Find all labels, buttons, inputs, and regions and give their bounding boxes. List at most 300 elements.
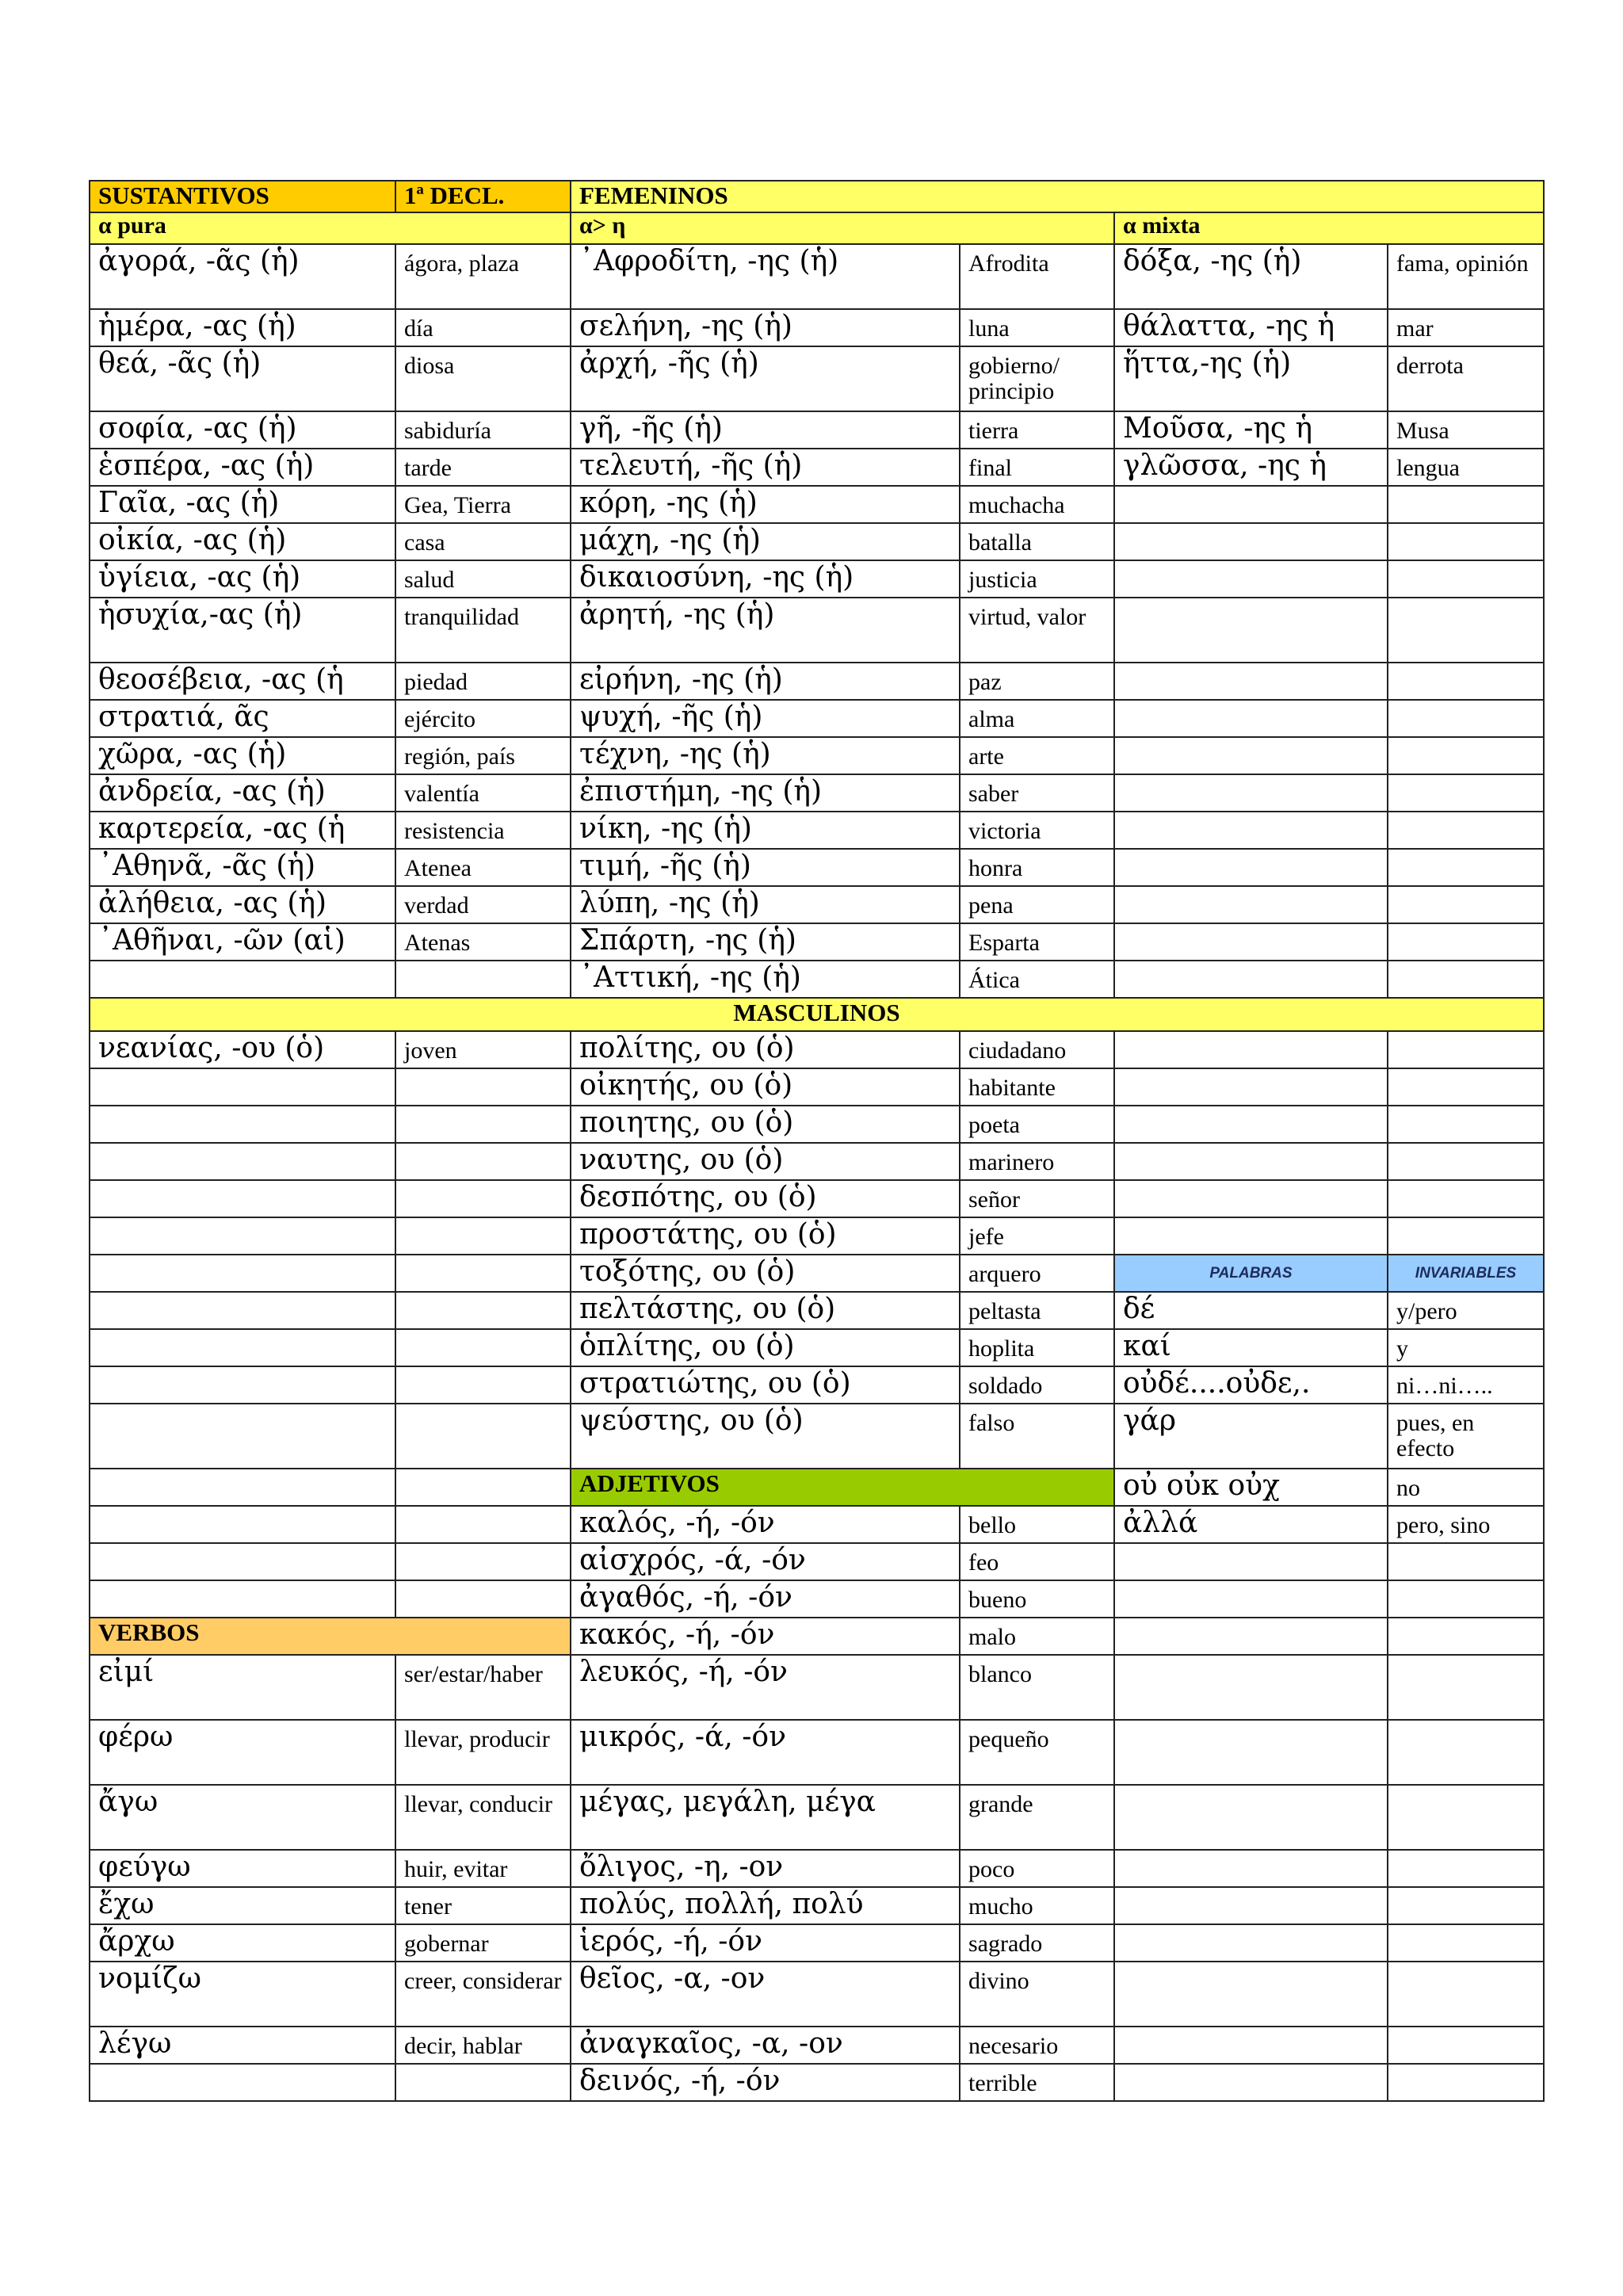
table-row (90, 1106, 1544, 1143)
greek-term-cell (1114, 1143, 1388, 1180)
greek-term-cell (1114, 2027, 1388, 2064)
greek-term-cell (1114, 774, 1388, 812)
greek-term-cell (90, 1255, 395, 1292)
meaning-cell: batalla (960, 523, 1114, 560)
meaning-cell: Esparta (960, 923, 1114, 961)
meaning-cell: blanco (960, 1655, 1114, 1720)
greek-term-cell: ἔχω (90, 1887, 395, 1924)
meaning-cell: falso (960, 1404, 1114, 1469)
greek-term-cell (1114, 1655, 1388, 1720)
meaning-cell: casa (395, 523, 571, 560)
greek-term-cell: τέχνη, -ης (ἡ) (571, 737, 960, 774)
table-row (90, 411, 1544, 449)
section-title: SUSTANTIVOS (90, 181, 395, 212)
greek-term-cell (1114, 812, 1388, 849)
greek-term-cell: ἱερός, -ή, -όν (571, 1924, 960, 1962)
empty-cell (1388, 1618, 1544, 1655)
greek-term-cell (90, 1506, 395, 1543)
greek-term-cell: γῆ, -ῆς (ἡ) (571, 411, 960, 449)
greek-term-cell (1114, 598, 1388, 663)
meaning-cell (395, 1143, 571, 1180)
meaning-cell (1388, 2027, 1544, 2064)
table-row (90, 886, 1544, 923)
meaning-cell (1388, 1850, 1544, 1887)
table-row (90, 1404, 1544, 1469)
meaning-cell (1388, 849, 1544, 886)
table-row (90, 1785, 1544, 1850)
meaning-cell (1388, 1580, 1544, 1618)
table-row (90, 1068, 1544, 1106)
greek-term-cell: λέγω (90, 2027, 395, 2064)
meaning-cell: paz (960, 663, 1114, 700)
meaning-cell: malo (960, 1618, 1114, 1655)
greek-term-cell (1114, 486, 1388, 523)
meaning-cell: Atenea (395, 849, 571, 886)
meaning-cell: joven (395, 1031, 571, 1068)
table-row (90, 486, 1544, 523)
table-row (90, 1217, 1544, 1255)
meaning-cell: Gea, Tierra (395, 486, 571, 523)
greek-term-cell: ἀναγκαῖος, -α, -ον (571, 2027, 960, 2064)
table-row (90, 1255, 1544, 1292)
table-row (90, 1292, 1544, 1329)
greek-term-cell: νίκη, -ης (ἡ) (571, 812, 960, 849)
invariable-words-title: PALABRAS (1114, 1255, 1388, 1292)
meaning-cell: Atenas (395, 923, 571, 961)
greek-term-cell: ἄγω (90, 1785, 395, 1850)
meaning-cell: pero, sino (1388, 1506, 1544, 1543)
table-row (90, 1924, 1544, 1962)
greek-term-cell: τιμή, -ῆς (ἡ) (571, 849, 960, 886)
greek-term-cell (1114, 1887, 1388, 1924)
meaning-cell: ejército (395, 700, 571, 737)
greek-term-cell: ἡμέρα, -ας (ἡ) (90, 309, 395, 346)
meaning-cell: ciudadano (960, 1031, 1114, 1068)
meaning-cell: mar (1388, 309, 1544, 346)
meaning-cell (395, 2064, 571, 2101)
table-row (90, 449, 1544, 486)
meaning-cell: fama, opinión (1388, 244, 1544, 309)
meaning-cell: bello (960, 1506, 1114, 1543)
greek-term-cell: στρατιώτης, ου (ὁ) (571, 1366, 960, 1404)
greek-term-cell: πολύς, πολλή, πολύ (571, 1887, 960, 1924)
greek-term-cell: νομίζω (90, 1962, 395, 2027)
greek-term-cell: δεσπότης, ου (ὁ) (571, 1180, 960, 1217)
table-row (90, 1506, 1544, 1543)
table-row (90, 1580, 1544, 1618)
meaning-cell (1388, 523, 1544, 560)
table-row (90, 309, 1544, 346)
greek-term-cell: μάχη, -ης (ἡ) (571, 523, 960, 560)
greek-term-cell: πελτάστης, ου (ὁ) (571, 1292, 960, 1329)
meaning-cell: salud (395, 560, 571, 598)
greek-term-cell: σοφία, -ας (ἡ) (90, 411, 395, 449)
header-row (90, 181, 1544, 212)
meaning-cell (395, 1404, 571, 1469)
greek-term-cell (90, 1329, 395, 1366)
table-row (90, 2064, 1544, 2101)
meaning-cell (1388, 961, 1544, 998)
greek-term-cell: οὐδέ....οὐδε,. (1114, 1366, 1388, 1404)
meaning-cell (1388, 1068, 1544, 1106)
meaning-cell: feo (960, 1543, 1114, 1580)
greek-term-cell: ἀγαθός, -ή, -όν (571, 1580, 960, 1618)
table-row (90, 700, 1544, 737)
greek-term-cell: εἰμί (90, 1655, 395, 1720)
greek-term-cell: ᾿Αττική, -ης (ἡ) (571, 961, 960, 998)
meaning-cell (1388, 1180, 1544, 1217)
greek-term-cell: γλῶσσα, -ης ἡ (1114, 449, 1388, 486)
greek-term-cell: θεά, -ᾶς (ἡ) (90, 346, 395, 411)
table-row (90, 774, 1544, 812)
greek-term-cell: ἀρχή, -ῆς (ἡ) (571, 346, 960, 411)
table-row (90, 1850, 1544, 1887)
greek-term-cell: ᾿Αθηνᾶ, -ᾶς (ἡ) (90, 849, 395, 886)
table-row (90, 923, 1544, 961)
table-row (90, 1887, 1544, 1924)
greek-term-cell: δόξα, -ης (ἡ) (1114, 244, 1388, 309)
meaning-cell (395, 1217, 571, 1255)
meaning-cell: Afrodita (960, 244, 1114, 309)
meaning-cell: tierra (960, 411, 1114, 449)
empty-cell (395, 1469, 571, 1506)
greek-term-cell (90, 1292, 395, 1329)
meaning-cell: arquero (960, 1255, 1114, 1292)
section-title: ADJETIVOS (571, 1469, 1114, 1506)
greek-term-cell (90, 2064, 395, 2101)
table-row (90, 1180, 1544, 1217)
greek-term-cell: ἡσυχία,-ας (ἡ) (90, 598, 395, 663)
meaning-cell: victoria (960, 812, 1114, 849)
meaning-cell (395, 1068, 571, 1106)
meaning-cell: alma (960, 700, 1114, 737)
table-row (90, 244, 1544, 309)
meaning-cell (1388, 598, 1544, 663)
greek-term-cell (90, 1106, 395, 1143)
meaning-cell (1388, 737, 1544, 774)
meaning-cell: sabiduría (395, 411, 571, 449)
meaning-cell: huir, evitar (395, 1850, 571, 1887)
meaning-cell: gobierno/ principio (960, 346, 1114, 411)
greek-term-cell (1114, 1924, 1388, 1962)
greek-term-cell: Μοῦσα, -ης ἡ (1114, 411, 1388, 449)
table-row (90, 737, 1544, 774)
table-row (90, 1366, 1544, 1404)
meaning-cell (1388, 2064, 1544, 2101)
meaning-cell: virtud, valor (960, 598, 1114, 663)
greek-term-cell (1114, 1180, 1388, 1217)
meaning-cell: Musa (1388, 411, 1544, 449)
greek-term-cell (90, 1217, 395, 1255)
greek-term-cell: ναυτης, ου (ὁ) (571, 1143, 960, 1180)
meaning-cell: grande (960, 1785, 1114, 1850)
greek-term-cell: τοξότης, ου (ὁ) (571, 1255, 960, 1292)
greek-term-cell: ὁπλίτης, ου (ὁ) (571, 1329, 960, 1366)
section-title: MASCULINOS (90, 998, 1544, 1031)
greek-term-cell (90, 1543, 395, 1580)
meaning-cell: tener (395, 1887, 571, 1924)
greek-term-cell: τελευτή, -ῆς (ἡ) (571, 449, 960, 486)
meaning-cell: poco (960, 1850, 1114, 1887)
meaning-cell: y/pero (1388, 1292, 1544, 1329)
greek-term-cell (1114, 1543, 1388, 1580)
table-row (90, 1720, 1544, 1785)
greek-term-cell (90, 1580, 395, 1618)
meaning-cell (395, 1106, 571, 1143)
meaning-cell: ni…ni….. (1388, 1366, 1544, 1404)
meaning-cell (1388, 1720, 1544, 1785)
meaning-cell: marinero (960, 1143, 1114, 1180)
meaning-cell: llevar, producir (395, 1720, 571, 1785)
greek-term-cell: πολίτης, ου (ὁ) (571, 1031, 960, 1068)
meaning-cell: señor (960, 1180, 1114, 1217)
meaning-cell: tranquilidad (395, 598, 571, 663)
greek-term-cell: ἀλήθεια, -ας (ἡ) (90, 886, 395, 923)
meaning-cell (1388, 1106, 1544, 1143)
meaning-cell: Ática (960, 961, 1114, 998)
table-row (90, 560, 1544, 598)
meaning-cell (1388, 663, 1544, 700)
meaning-cell: final (960, 449, 1114, 486)
meaning-cell: derrota (1388, 346, 1544, 411)
meaning-cell: ágora, plaza (395, 244, 571, 309)
meaning-cell (1388, 1785, 1544, 1850)
greek-term-cell (1114, 560, 1388, 598)
meaning-cell: verdad (395, 886, 571, 923)
meaning-cell (1388, 1143, 1544, 1180)
meaning-cell: y (1388, 1329, 1544, 1366)
table-row (90, 961, 1544, 998)
greek-term-cell: ἄρχω (90, 1924, 395, 1962)
empty-cell (1114, 1618, 1388, 1655)
greek-term-cell (1114, 923, 1388, 961)
meaning-cell (395, 1543, 571, 1580)
meaning-cell (1388, 560, 1544, 598)
greek-term-cell: κόρη, -ης (ἡ) (571, 486, 960, 523)
greek-term-cell (1114, 1850, 1388, 1887)
table-row (90, 598, 1544, 663)
meaning-cell (1388, 1031, 1544, 1068)
meaning-cell: pues, en efecto (1388, 1404, 1544, 1469)
greek-term-cell: ἀλλά (1114, 1506, 1388, 1543)
table-row (90, 1962, 1544, 2027)
greek-term-cell: ᾿Αθῆναι, -ῶν (αἱ) (90, 923, 395, 961)
meaning-cell: muchacha (960, 486, 1114, 523)
greek-term-cell: οὐ οὐκ οὐχ (1114, 1469, 1388, 1506)
meaning-cell (1388, 923, 1544, 961)
subheader-label: α> η (571, 212, 1114, 244)
greek-term-cell (1114, 1068, 1388, 1106)
section-title: VERBOS (90, 1618, 571, 1655)
meaning-cell: terrible (960, 2064, 1114, 2101)
greek-term-cell: καρτερεία, -ας (ἡ (90, 812, 395, 849)
greek-term-cell: φέρω (90, 1720, 395, 1785)
meaning-cell (1388, 1217, 1544, 1255)
table-row (90, 1543, 1544, 1580)
meaning-cell: hoplita (960, 1329, 1114, 1366)
meaning-cell: arte (960, 737, 1114, 774)
greek-term-cell: ᾿Αφροδίτη, -ης (ἡ) (571, 244, 960, 309)
greek-term-cell: ἥττα,-ης (ἡ) (1114, 346, 1388, 411)
table-row (90, 849, 1544, 886)
greek-term-cell: ἀνδρεία, -ας (ἡ) (90, 774, 395, 812)
greek-term-cell: ἑσπέρα, -ας (ἡ) (90, 449, 395, 486)
meaning-cell: llevar, conducir (395, 1785, 571, 1850)
meaning-cell: no (1388, 1469, 1544, 1506)
meaning-cell (395, 1292, 571, 1329)
meaning-cell (395, 1180, 571, 1217)
header-row (90, 1469, 1544, 1506)
header-row (90, 998, 1544, 1031)
meaning-cell: región, país (395, 737, 571, 774)
greek-term-cell: θεοσέβεια, -ας (ἡ (90, 663, 395, 700)
meaning-cell (395, 961, 571, 998)
greek-term-cell: λευκός, -ή, -όν (571, 1655, 960, 1720)
meaning-cell (1388, 1962, 1544, 2027)
greek-term-cell (90, 1143, 395, 1180)
table-row (90, 1143, 1544, 1180)
meaning-cell: decir, hablar (395, 2027, 571, 2064)
greek-term-cell (90, 1404, 395, 1469)
greek-term-cell (90, 1068, 395, 1106)
greek-term-cell: ἐπιστήμη, -ης (ἡ) (571, 774, 960, 812)
meaning-cell: peltasta (960, 1292, 1114, 1329)
table-row (90, 346, 1544, 411)
meaning-cell (395, 1506, 571, 1543)
greek-term-cell: αἰσχρός, -ά, -όν (571, 1543, 960, 1580)
greek-term-cell (1114, 849, 1388, 886)
greek-term-cell: νεανίας, -ου (ὁ) (90, 1031, 395, 1068)
subheader-label: α mixta (1114, 212, 1544, 244)
greek-term-cell: προστάτης, ου (ὁ) (571, 1217, 960, 1255)
greek-term-cell: λύπη, -ης (ἡ) (571, 886, 960, 923)
meaning-cell: honra (960, 849, 1114, 886)
header-row (90, 1618, 1544, 1655)
meaning-cell: piedad (395, 663, 571, 700)
meaning-cell: justicia (960, 560, 1114, 598)
table-row (90, 2027, 1544, 2064)
vocabulary-table (89, 180, 1545, 2102)
empty-cell (90, 1469, 395, 1506)
greek-term-cell: οἰκία, -ας (ἡ) (90, 523, 395, 560)
invariable-words-title: INVARIABLES (1388, 1255, 1544, 1292)
meaning-cell (1388, 1655, 1544, 1720)
greek-term-cell: σελήνη, -ης (ἡ) (571, 309, 960, 346)
meaning-cell: jefe (960, 1217, 1114, 1255)
greek-term-cell: θεῖος, -α, -ον (571, 1962, 960, 2027)
meaning-cell: ser/estar/haber (395, 1655, 571, 1720)
meaning-cell: tarde (395, 449, 571, 486)
meaning-cell: mucho (960, 1887, 1114, 1924)
greek-term-cell (1114, 1962, 1388, 2027)
meaning-cell: pena (960, 886, 1114, 923)
greek-term-cell: θάλαττα, -ης ἡ (1114, 309, 1388, 346)
greek-term-cell: ποιητης, ου (ὁ) (571, 1106, 960, 1143)
meaning-cell: bueno (960, 1580, 1114, 1618)
greek-term-cell (90, 961, 395, 998)
meaning-cell (1388, 700, 1544, 737)
greek-term-cell (1114, 737, 1388, 774)
greek-term-cell (1114, 1106, 1388, 1143)
meaning-cell: divino (960, 1962, 1114, 2027)
greek-term-cell (1114, 700, 1388, 737)
greek-term-cell: μικρός, -ά, -όν (571, 1720, 960, 1785)
meaning-cell: día (395, 309, 571, 346)
greek-term-cell (90, 1366, 395, 1404)
greek-term-cell (1114, 961, 1388, 998)
meaning-cell (395, 1329, 571, 1366)
meaning-cell: habitante (960, 1068, 1114, 1106)
greek-term-cell: ψεύστης, ου (ὁ) (571, 1404, 960, 1469)
greek-term-cell: γάρ (1114, 1404, 1388, 1469)
greek-term-cell (1114, 1217, 1388, 1255)
meaning-cell: gobernar (395, 1924, 571, 1962)
meaning-cell (1388, 774, 1544, 812)
greek-term-cell: ὑγίεια, -ας (ἡ) (90, 560, 395, 598)
meaning-cell (1388, 1924, 1544, 1962)
meaning-cell: luna (960, 309, 1114, 346)
greek-term-cell: στρατιά, ᾶς (90, 700, 395, 737)
greek-term-cell: χῶρα, -ας (ἡ) (90, 737, 395, 774)
meaning-cell (1388, 1543, 1544, 1580)
greek-term-cell (1114, 663, 1388, 700)
table-row (90, 663, 1544, 700)
meaning-cell: resistencia (395, 812, 571, 849)
subheader-label: α pura (90, 212, 571, 244)
meaning-cell: diosa (395, 346, 571, 411)
greek-term-cell (1114, 1720, 1388, 1785)
greek-term-cell: εἰρήνη, -ης (ἡ) (571, 663, 960, 700)
meaning-cell: necesario (960, 2027, 1114, 2064)
greek-term-cell (1114, 523, 1388, 560)
table-row (90, 1655, 1544, 1720)
greek-term-cell: Σπάρτη, -ης (ἡ) (571, 923, 960, 961)
table-row (90, 812, 1544, 849)
meaning-cell (1388, 486, 1544, 523)
greek-term-cell (1114, 1580, 1388, 1618)
greek-term-cell: φεύγω (90, 1850, 395, 1887)
subheader-row (90, 212, 1544, 244)
table-row (90, 1329, 1544, 1366)
section-title: FEMENINOS (571, 181, 1544, 212)
greek-term-cell: ἀρητή, -ης (ἡ) (571, 598, 960, 663)
meaning-cell: creer, considerar (395, 1962, 571, 2027)
greek-term-cell: ὄλιγος, -η, -ον (571, 1850, 960, 1887)
greek-term-cell: μέγας, μεγάλη, μέγα (571, 1785, 960, 1850)
meaning-cell (395, 1255, 571, 1292)
greek-term-cell: Γαῖα, -ας (ἡ) (90, 486, 395, 523)
meaning-cell: valentía (395, 774, 571, 812)
meaning-cell: sagrado (960, 1924, 1114, 1962)
greek-term-cell (1114, 886, 1388, 923)
greek-term-cell: καί (1114, 1329, 1388, 1366)
greek-term-cell (1114, 1785, 1388, 1850)
greek-term-cell (1114, 1031, 1388, 1068)
meaning-cell (1388, 886, 1544, 923)
greek-term-cell: κακός, -ή, -όν (571, 1618, 960, 1655)
greek-term-cell: ἀγορά, -ᾶς (ἡ) (90, 244, 395, 309)
declension-label: 1ª DECL. (395, 181, 571, 212)
greek-term-cell: καλός, -ή, -όν (571, 1506, 960, 1543)
greek-term-cell (90, 1180, 395, 1217)
meaning-cell: lengua (1388, 449, 1544, 486)
meaning-cell (395, 1580, 571, 1618)
greek-term-cell: ψυχή, -ῆς (ἡ) (571, 700, 960, 737)
meaning-cell: poeta (960, 1106, 1114, 1143)
greek-term-cell: δικαιοσύνη, -ης (ἡ) (571, 560, 960, 598)
meaning-cell: soldado (960, 1366, 1114, 1404)
greek-term-cell: δέ (1114, 1292, 1388, 1329)
